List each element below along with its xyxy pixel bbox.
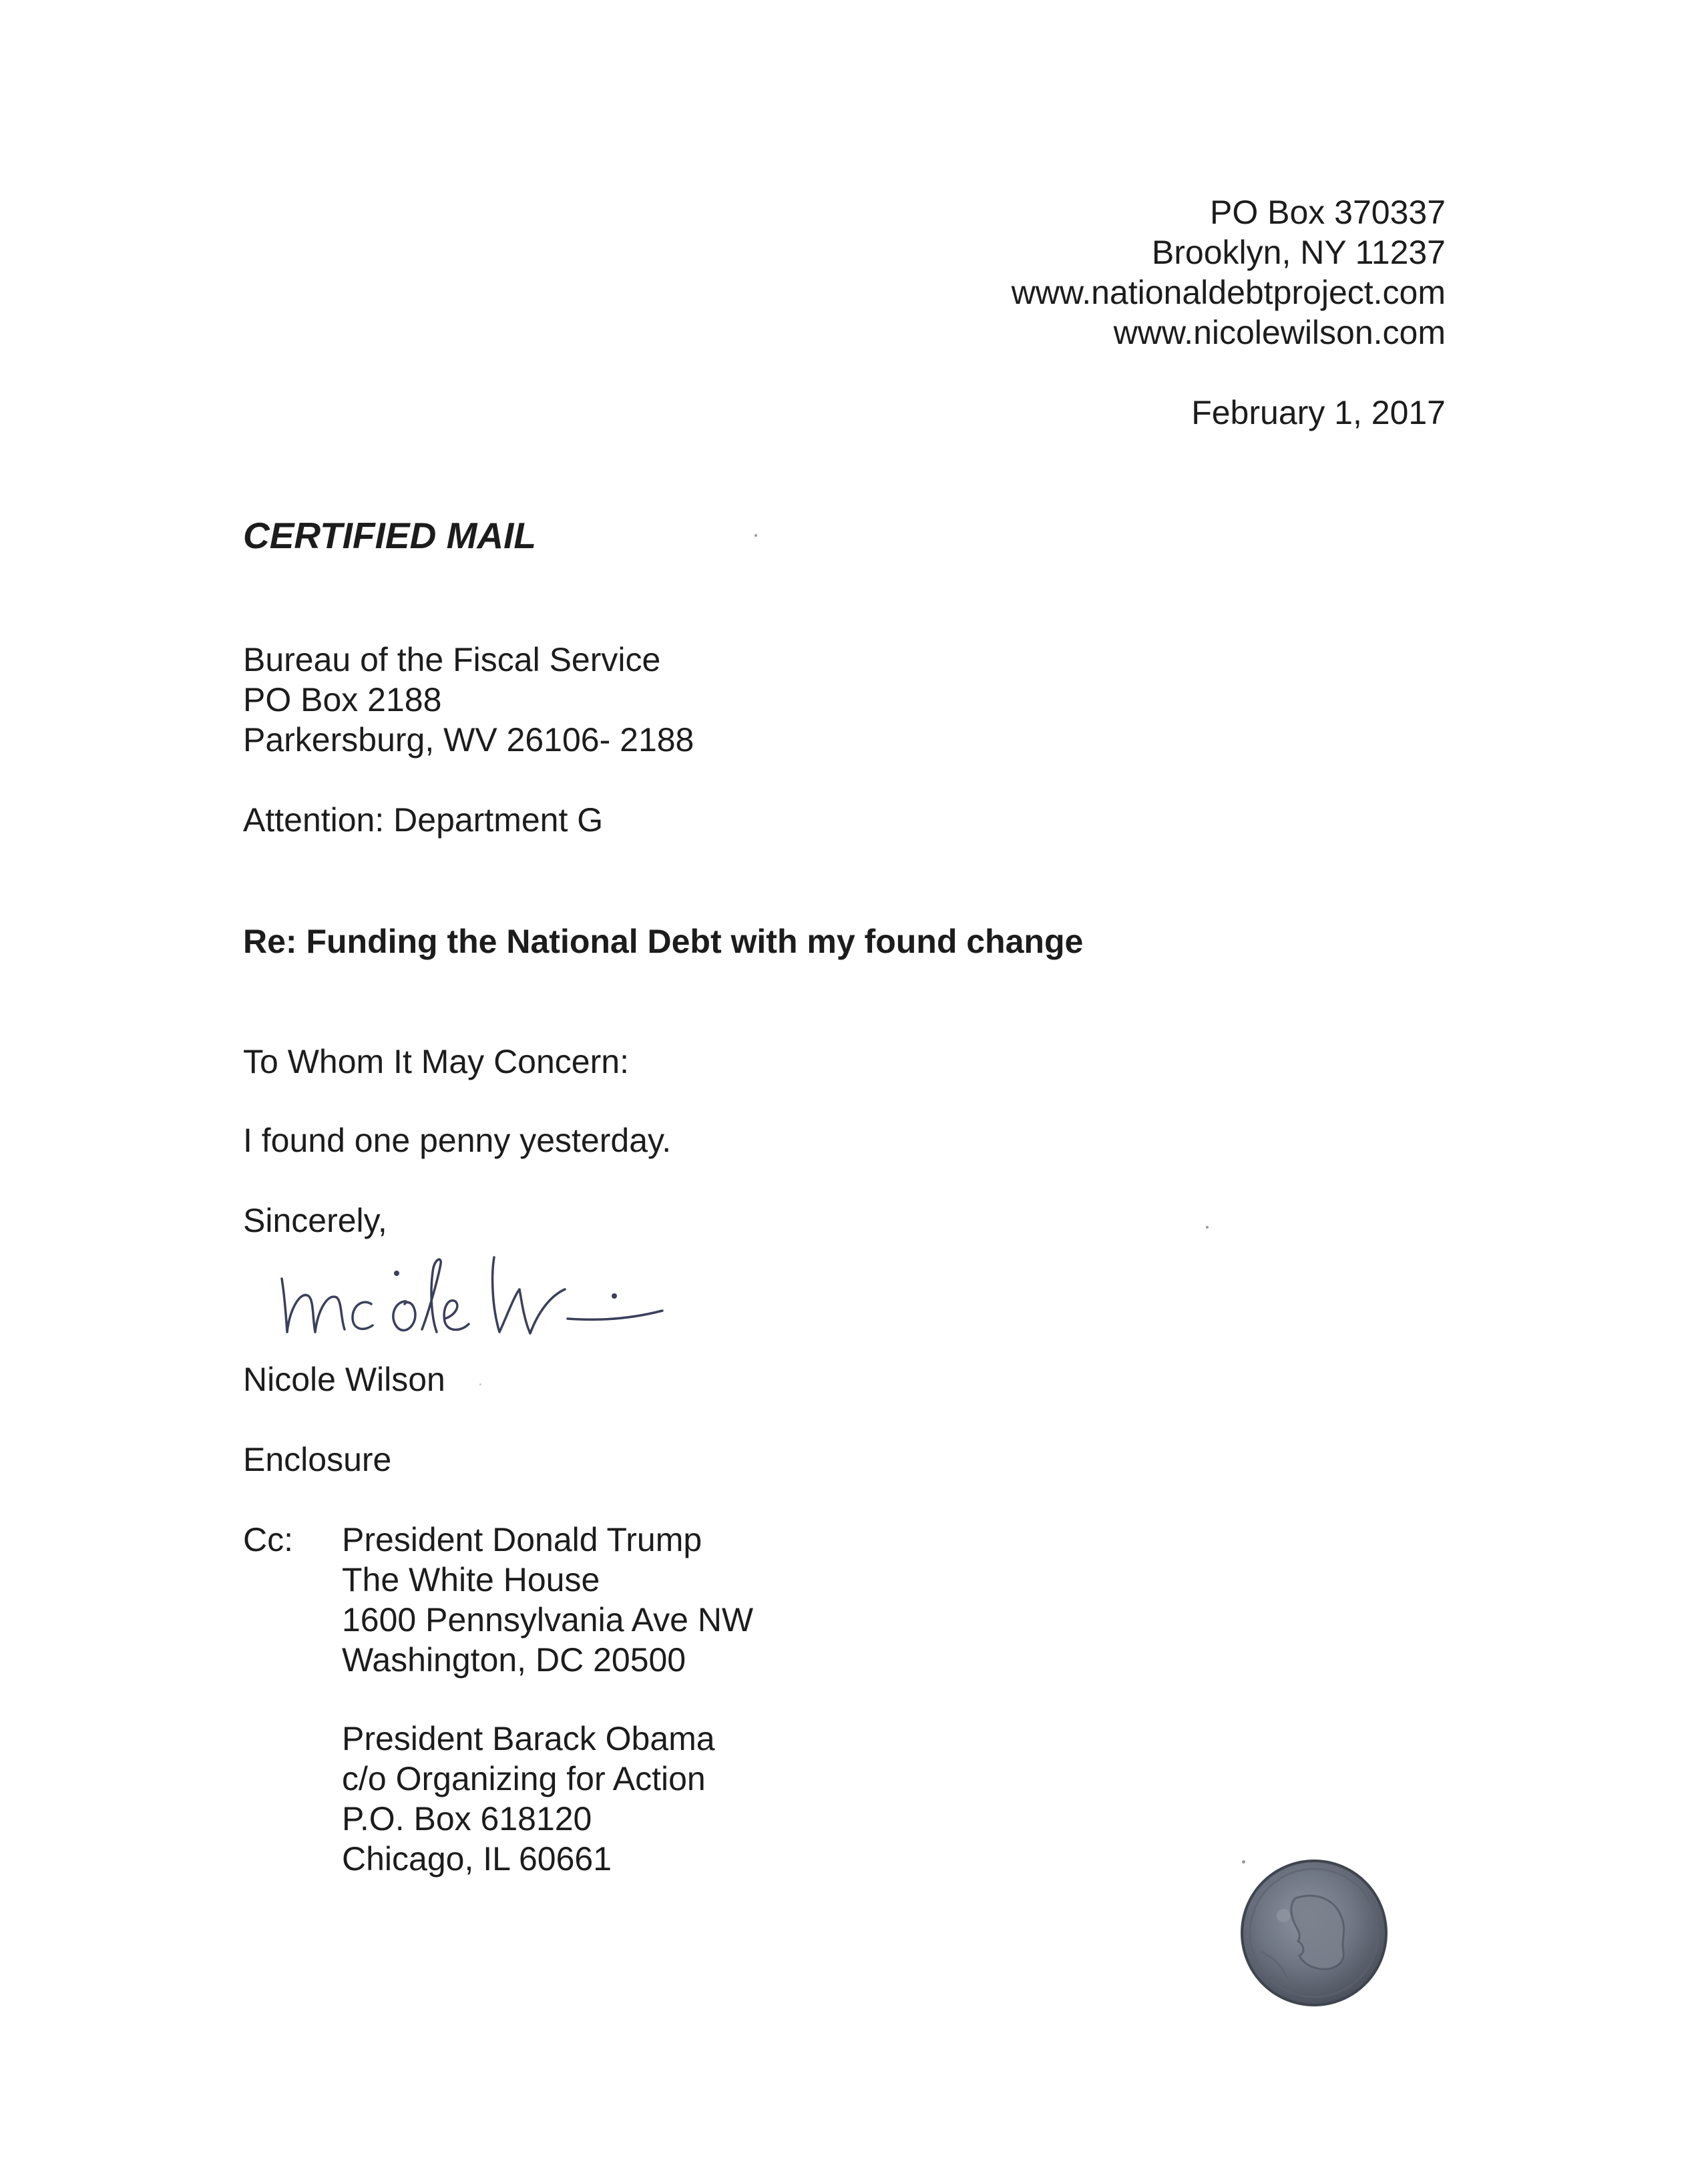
sender-website-1: www.nationaldebtproject.com [1011, 274, 1446, 311]
penny-image [1234, 1851, 1394, 2012]
letter-body: I found one penny yesterday. [243, 1122, 672, 1159]
sender-city-line: Brooklyn, NY 11237 [1151, 234, 1446, 271]
sender-website-2: www.nicolewilson.com [1113, 314, 1446, 351]
cc-line: The White House [342, 1561, 600, 1598]
closing: Sincerely, [243, 1202, 387, 1239]
cc-line: 1600 Pennsylvania Ave NW [342, 1601, 754, 1639]
subject-line: Re: Funding the National Debt with my found change [243, 923, 1084, 960]
sender-po-box: PO Box 370337 [1209, 194, 1446, 231]
signer-name: Nicole Wilson [243, 1361, 445, 1398]
cc-line: Washington, DC 20500 [342, 1641, 686, 1679]
recipient-name: Bureau of the Fiscal Service [243, 641, 661, 678]
cc-line: President Donald Trump [342, 1521, 702, 1558]
recipient-po-box: PO Box 2188 [243, 681, 442, 718]
recipient-city-line: Parkersburg, WV 26106- 2188 [243, 721, 694, 758]
cc-line: c/o Organizing for Action [342, 1760, 706, 1797]
scan-speck [755, 534, 757, 537]
salutation: To Whom It May Concern: [243, 1043, 629, 1080]
cc-line: P.O. Box 618120 [342, 1800, 592, 1837]
handwritten-signature [274, 1232, 714, 1359]
letter-date: February 1, 2017 [1191, 394, 1446, 431]
scan-speck [1206, 1226, 1209, 1229]
cc-line: President Barack Obama [342, 1720, 715, 1757]
enclosure-line: Enclosure [243, 1441, 392, 1478]
scan-speck [479, 1383, 481, 1385]
cc-label: Cc: [243, 1521, 293, 1558]
cc-line: Chicago, IL 60661 [342, 1840, 612, 1878]
attention-line: Attention: Department G [243, 801, 604, 839]
scan-speck [1242, 1860, 1245, 1864]
mail-type-heading: CERTIFIED MAIL [243, 515, 536, 556]
